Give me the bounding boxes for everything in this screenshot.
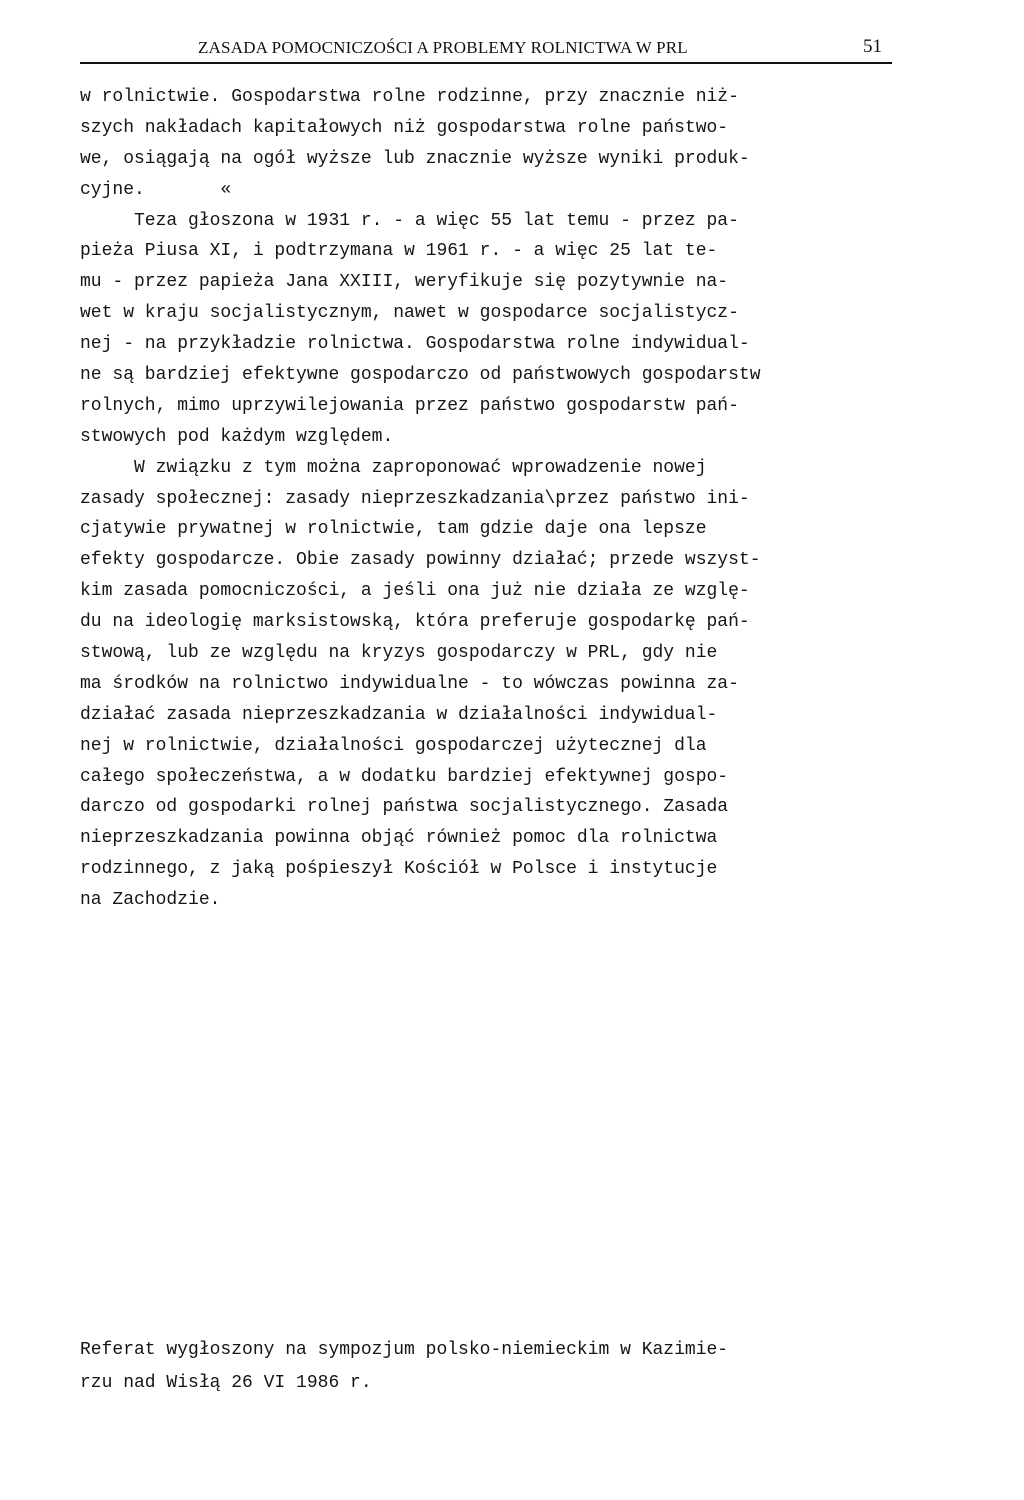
text-line: wet w kraju socjalistycznym, nawet w gospodarce socjalistycz- (80, 303, 739, 324)
running-header-title: ZASADA POMOCNICZOŚCI A PROBLEMY ROLNICTWA W PRL (198, 38, 688, 57)
text-line: efekty gospodarcze. Obie zasady powinny działać; przede wszyst- (80, 550, 761, 571)
text-line: W związku z tym można zaproponować wprowadzenie nowej (80, 457, 707, 478)
body-text (80, 82, 910, 916)
text-line: rodzinnego, z jaką pośpieszył Kościół w Polsce i instytucje (80, 859, 718, 880)
text-line: we, osiągają na ogół wyższe lub znacznie wyższe wyniki produk- (80, 148, 750, 169)
text-line: kim zasada pomocniczości, a jeśli ona już nie działa ze wzglę- (80, 581, 750, 602)
text-line: nieprzeszkadzania powinna objąć również pomoc dla rolnictwa (80, 828, 718, 849)
text-line: nej w rolnictwie, działalności gospodarczej użytecznej dla (80, 735, 707, 756)
footnote-line: Referat wygłoszony na sympozjum polsko-niemieckim w Kazimie- (80, 1340, 729, 1360)
text-line: mu - przez papieża Jana XXIII, weryfikuje się pozytywnie na- (80, 272, 729, 293)
text-line: ne są bardziej efektywne gospodarczo od państwowych gospodarstw (80, 365, 761, 386)
text-line: pieża Piusa XI, i podtrzymana w 1961 r. - a więc 25 lat te- (80, 241, 718, 262)
running-header (80, 36, 892, 64)
text-line: stwową, lub ze względu na kryzys gospodarczy w PRL, gdy nie (80, 643, 718, 664)
text-line: całego społeczeństwa, a w dodatku bardziej efektywnej gospo- (80, 766, 729, 787)
text-line: ma środków na rolnictwo indywidualne - to wówczas powinna za- (80, 673, 739, 694)
text-line: stwowych pod każdym względem. (80, 426, 394, 447)
text-line: du na ideologię marksistowską, która preferuje gospodarkę pań- (80, 612, 750, 633)
footnote (80, 1334, 910, 1400)
text-line: darczo od gospodarki rolnej państwa socjalistycznego. Zasada (80, 797, 729, 818)
text-line: szych nakładach kapitałowych niż gospodarstwa rolne państwo- (80, 117, 729, 138)
text-line: cjatywie prywatnej w rolnictwie, tam gdzie daje ona lepsze (80, 519, 707, 540)
text-line: Teza głoszona w 1931 r. - a więc 55 lat temu - przez pa- (80, 210, 739, 231)
text-line: działać zasada nieprzeszkadzania w działalności indywidual- (80, 704, 718, 725)
text-line: zasady społecznej: zasady nieprzeszkadzania\przez państwo ini- (80, 488, 750, 509)
text-line: w rolnictwie. Gospodarstwa rolne rodzinne, przy znacznie niż- (80, 87, 739, 107)
footnote-line: rzu nad Wisłą 26 VI 1986 r. (80, 1373, 372, 1393)
text-line: nej - na przykładzie rolnictwa. Gospodarstwa rolne indywidual- (80, 334, 750, 355)
text-line: na Zachodzie. (80, 890, 221, 911)
page-number: 51 (863, 36, 882, 57)
text-line: cyjne. « (80, 179, 232, 200)
text-line: rolnych, mimo uprzywilejowania przez państwo gospodarstw pań- (80, 395, 739, 416)
